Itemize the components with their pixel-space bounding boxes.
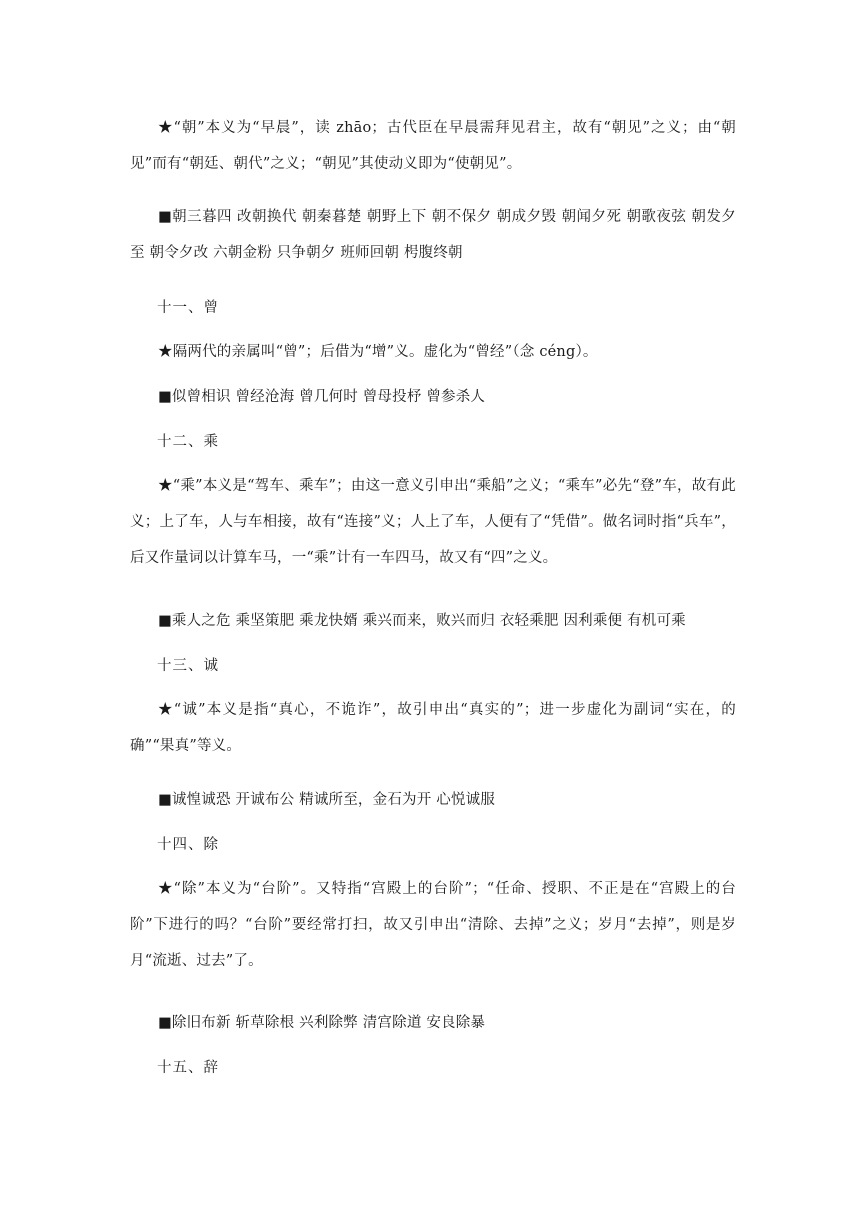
chu-idioms: ■除旧布新 斩草除根 兴利除弊 清宫除道 安良除暴 (158, 1015, 486, 1031)
cheng2-idioms: ■诚惶诚恐 开诚布公 精诚所至，金石为开 心悦诚服 (158, 792, 496, 808)
ceng-explanation: ★隔两代的亲属叫“曾”；后借为“增”义。虚化为“曾经”（念 céng）。 (158, 344, 598, 360)
zhao-explanation: ★“朝”本义为“早晨”，读 zhāo；古代臣在早晨需拜见君主，故有“朝见”之义；由“朝见”而有“朝廷、朝代”之义；“朝见”其使动义即为“使朝见”。 (130, 120, 736, 172)
section-heading-ci: 十五、辞 (157, 1060, 219, 1076)
section-heading-cheng2: 十三、诚 (157, 658, 219, 674)
zhao-idioms: ■朝三暮四 改朝换代 朝秦暮楚 朝野上下 朝不保夕 朝成夕毁 朝闻夕死 朝歌夜弦 朝发夕至 朝令夕改 六朝金粉 只争朝夕 班师回朝 枵腹终朝 (130, 209, 736, 261)
cheng2-explanation: ★“诚”本义是指“真心，不诡诈”，故引申出“真实的”；进一步虚化为副词“实在，的确”“果真”等义。 (130, 702, 736, 754)
section-heading-ceng: 十一、曾 (157, 300, 219, 316)
section-heading-cheng: 十二、乘 (157, 434, 219, 450)
section-heading-chu: 十四、除 (157, 837, 219, 853)
cheng-explanation: ★“乘”本义是“驾车、乘车”；由这一意义引申出“乘船”之义；“乘车”必先“登”车，故有此义；上了车，人与车相接，故有“连接”义；人上了车，人便有了“凭借”。做名词时指“兵车”，后又作量词以计算车马，一“乘”计有一车四马，故又有“四”之义。 (130, 478, 736, 566)
ceng-idioms: ■似曾相识 曾经沧海 曾几何时 曾母投杼 曾参杀人 (158, 389, 486, 405)
chu-explanation: ★“除”本义为“台阶”。又特指“宫殿上的台阶”；“任命、授职、不正是在“宫殿上的台阶”下进行的吗？“台阶”要经常打扫，故又引申出“清除、去掉”之义；岁月“去掉”，则是岁月“流逝、过去”了。 (130, 881, 736, 969)
cheng-idioms: ■乘人之危 乘坚策肥 乘龙快婿 乘兴而来，败兴而归 衣轻乘肥 因利乘便 有机可乘 (158, 613, 686, 629)
